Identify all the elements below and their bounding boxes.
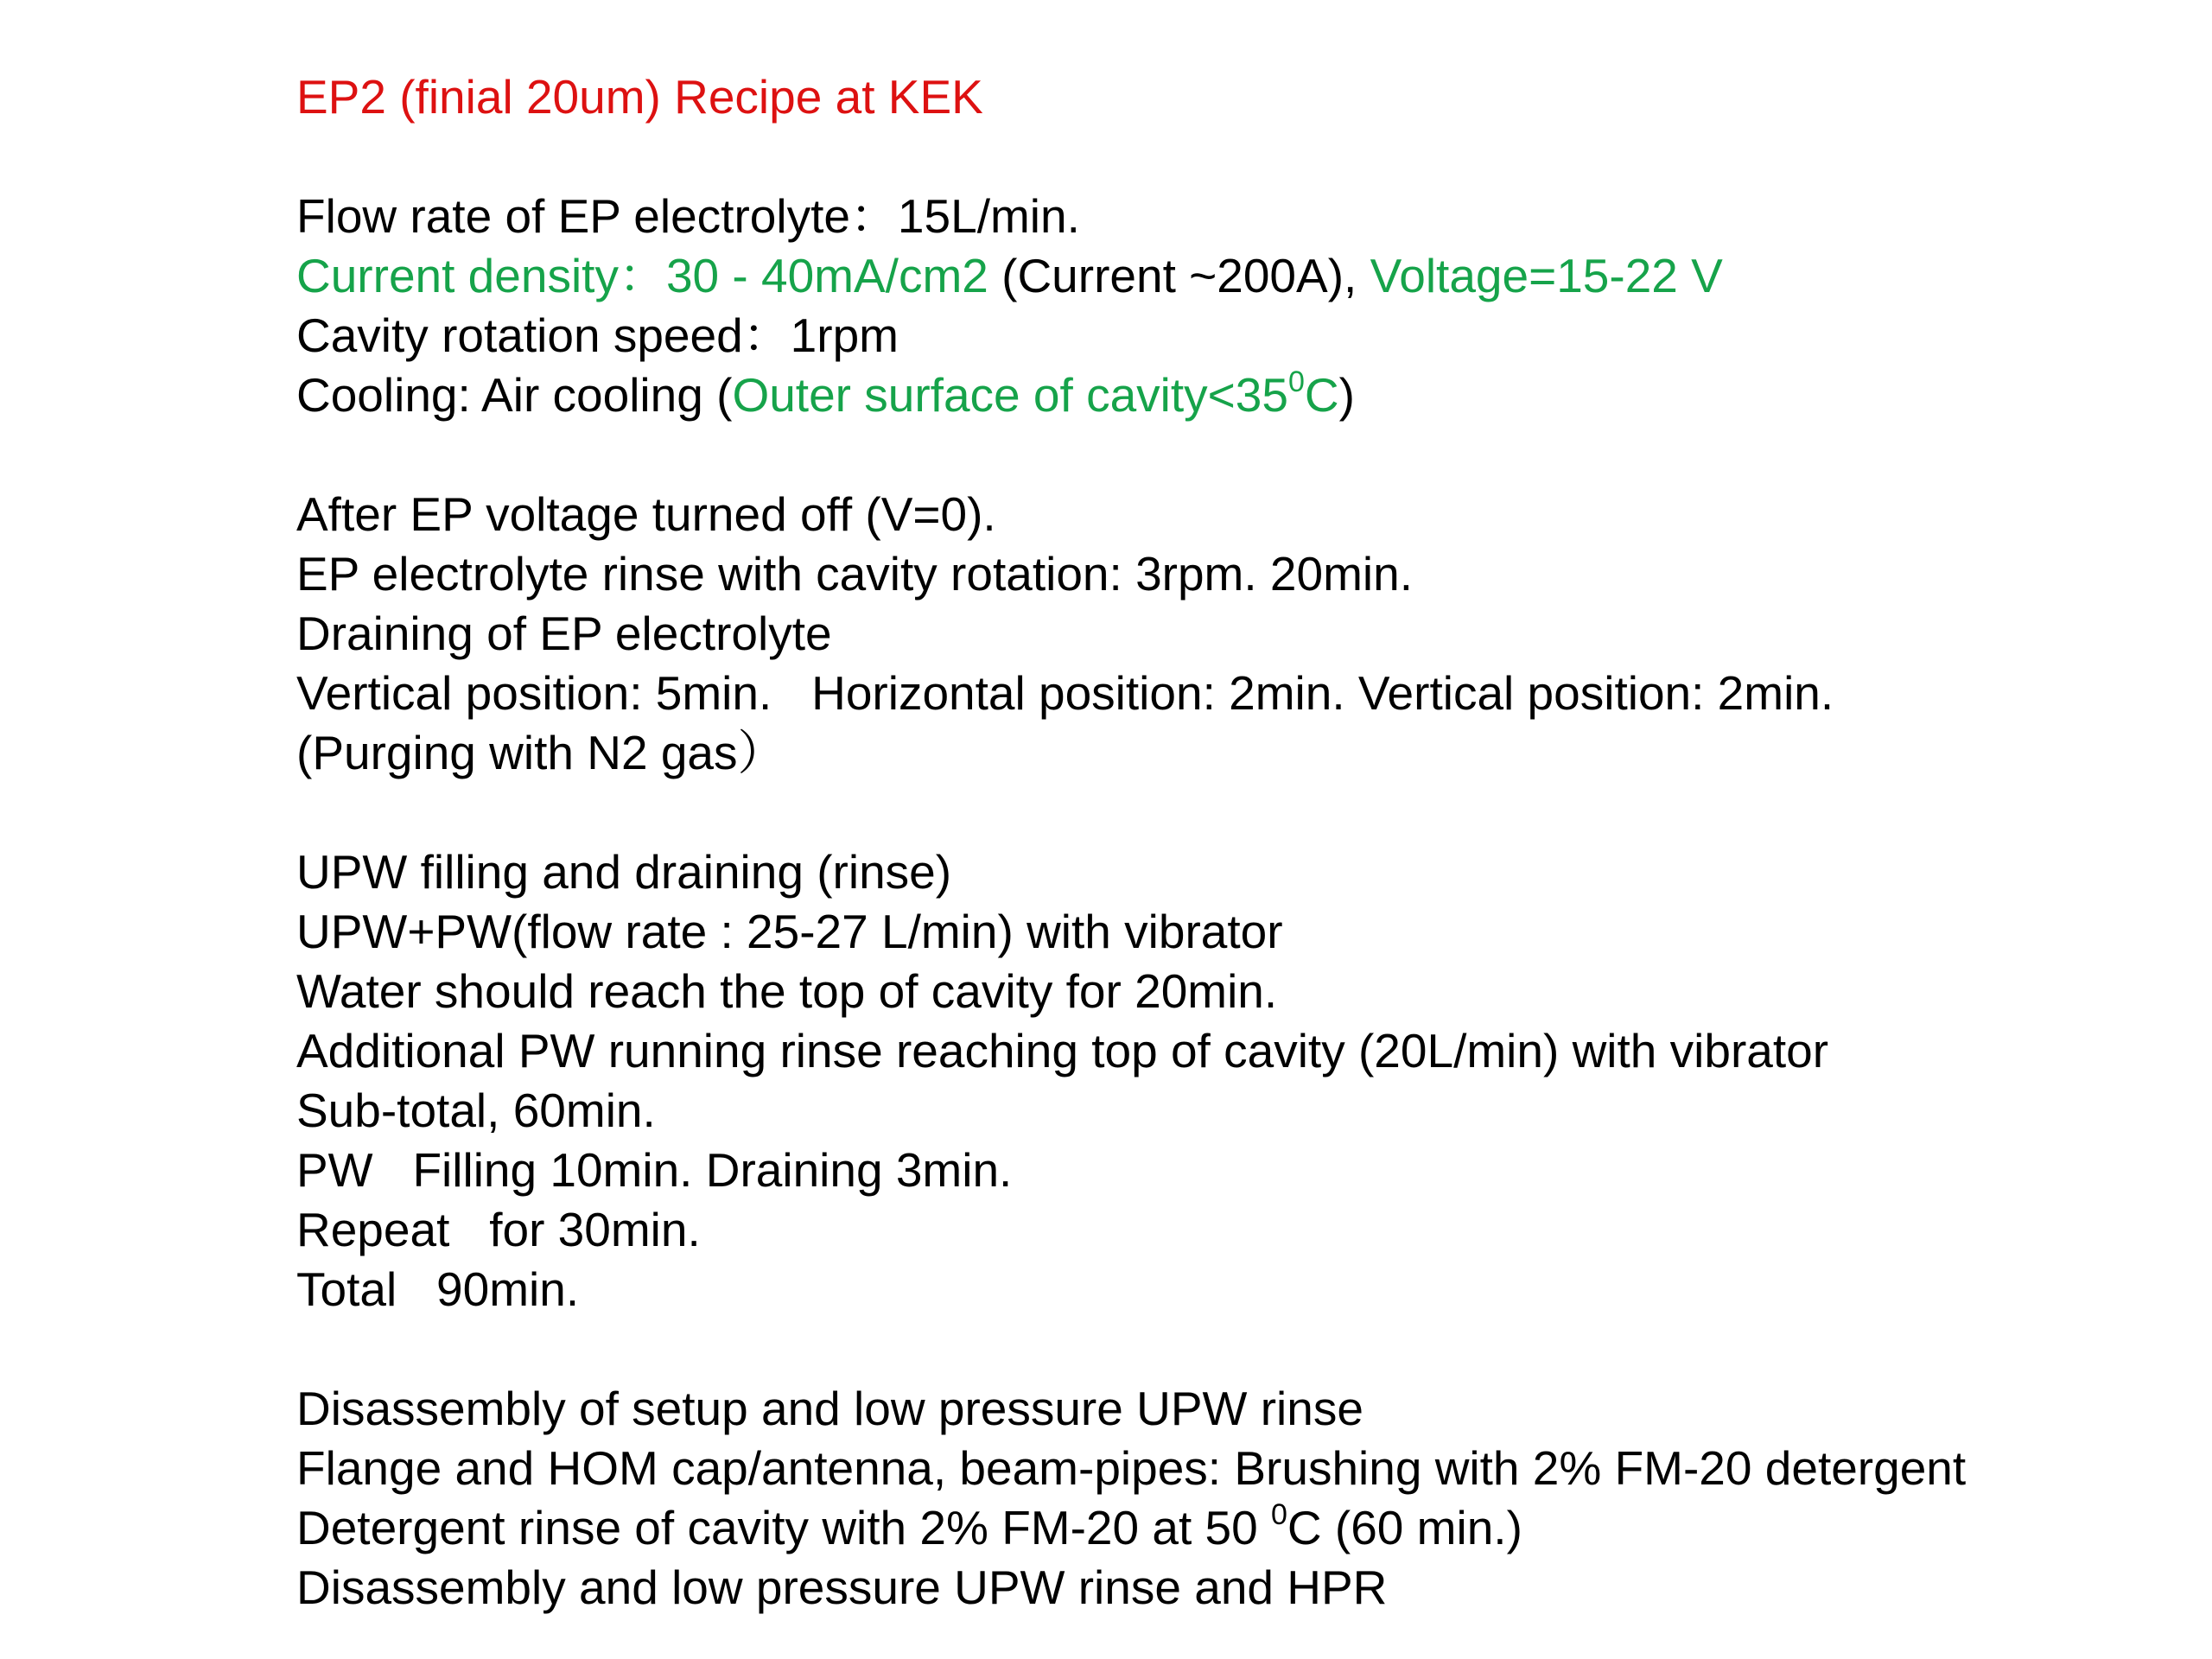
spacer	[296, 127, 2197, 187]
rotation-speed-line: Cavity rotation speed：1rpm	[296, 308, 899, 362]
current-text: (Current ~200A),	[988, 249, 1370, 302]
disassembly-line: Disassembly of setup and low pressure UPW rinse	[296, 1382, 1363, 1435]
disassembly-line: Flange and HOM cap/antenna, beam-pipes: Brushing with 2% FM-20 detergent	[296, 1441, 1967, 1495]
voltage-text: Voltage=15-22 V	[1370, 249, 1723, 302]
cooling-highlight-text: Outer surface of cavity<35	[732, 368, 1288, 422]
after-ep-line: After EP voltage turned off (V=0).	[296, 487, 996, 541]
upw-rinse-line: Sub-total, 60min.	[296, 1084, 656, 1137]
after-ep-line: (Purging with N2 gas）	[296, 726, 785, 779]
current-density-text: Current density：30 - 40mA/cm2	[296, 249, 988, 302]
upw-rinse-line: UPW filling and draining (rinse)	[296, 845, 952, 899]
detergent-prefix: Detergent rinse of cavity with 2% FM-20 at 50	[296, 1501, 1271, 1554]
cooling-suffix: )	[1338, 368, 1355, 422]
upw-rinse-line: Water should reach the top of cavity for 20min.	[296, 964, 1278, 1018]
after-ep-line: EP electrolyte rinse with cavity rotation: 3rpm. 20min.	[296, 547, 1414, 601]
after-ep-line: Vertical position: 5min. Horizontal position: 2min. Vertical position: 2min.	[296, 666, 1834, 720]
upw-rinse-line: Total 90min.	[296, 1262, 580, 1316]
slide-title: EP2 (finial 20um) Recipe at KEK	[296, 70, 983, 124]
spacer	[296, 1319, 2197, 1379]
upw-rinse-line: UPW+PW(flow rate : 25-27 L/min) with vibrator	[296, 905, 1283, 958]
cooling-unit: C	[1304, 368, 1339, 422]
upw-rinse-line: PW Filling 10min. Draining 3min.	[296, 1143, 1013, 1197]
detergent-superscript: 0	[1270, 1497, 1287, 1531]
after-ep-line: Draining of EP electrolyte	[296, 607, 832, 660]
disassembly-line	[296, 1498, 2197, 1558]
disassembly-line: Disassembly and low pressure UPW rinse and HPR	[296, 1560, 1388, 1614]
spacer	[296, 425, 2197, 485]
detergent-suffix: C (60 min.)	[1287, 1501, 1522, 1554]
flow-rate-line: Flow rate of EP electrolyte：15L/min.	[296, 189, 1080, 243]
current-density-line	[296, 246, 2197, 306]
spacer	[296, 783, 2197, 842]
slide-content	[296, 67, 2197, 1618]
cooling-superscript: 0	[1287, 365, 1305, 398]
upw-rinse-line: Repeat for 30min.	[296, 1203, 701, 1256]
cooling-prefix: Cooling: Air cooling (	[296, 368, 733, 422]
upw-rinse-line: Additional PW running rinse reaching top of cavity (20L/min) with vibrator	[296, 1024, 1829, 1077]
cooling-line	[296, 365, 2197, 425]
cooling-highlight	[732, 365, 1339, 422]
